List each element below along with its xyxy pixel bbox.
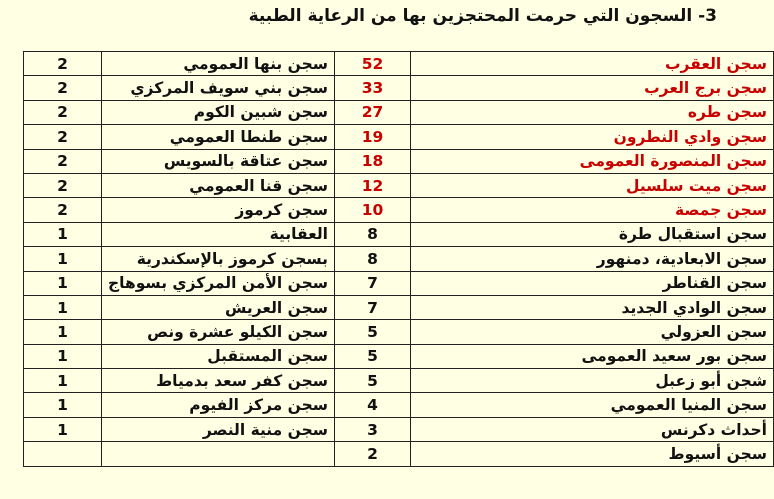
table-row: [24, 100, 774, 124]
prison-name-right: سجن استقبال طرة: [411, 222, 774, 246]
table-row: [24, 149, 774, 173]
prison-name-right: شجن أبو زعبل: [411, 369, 774, 393]
count-left: [24, 442, 102, 466]
prison-name-left: سجن مركز الفيوم: [102, 393, 335, 417]
count-left: 1: [24, 271, 102, 295]
prison-name-right: سجن أسيوط: [411, 442, 774, 466]
table-row: [24, 173, 774, 197]
count-left: 2: [24, 125, 102, 149]
count-right: 18: [335, 149, 411, 173]
count-left: 1: [24, 369, 102, 393]
prison-name-left: سجن شبين الكوم: [102, 100, 335, 124]
prison-name-right: سجن طره: [411, 100, 774, 124]
prison-name-left: سجن منية النصر: [102, 417, 335, 441]
count-right: 8: [335, 247, 411, 271]
prison-name-right: سجن العزولي: [411, 320, 774, 344]
count-left: 2: [24, 100, 102, 124]
prison-name-right: سجن ميت سلسيل: [411, 173, 774, 197]
count-right: 3: [335, 417, 411, 441]
prison-name-left: سجن طنطا العمومي: [102, 125, 335, 149]
prison-name-left: سجن الأمن المركزي بسوهاج: [102, 271, 335, 295]
prison-name-right: سجن المنيا العمومي: [411, 393, 774, 417]
count-left: 1: [24, 222, 102, 246]
prison-name-right: سجن جمصة: [411, 198, 774, 222]
prison-name-right: سجن الابعادية، دمنهور: [411, 247, 774, 271]
count-right: 10: [335, 198, 411, 222]
prison-name-right: سجن القناطر: [411, 271, 774, 295]
table-row: [24, 295, 774, 319]
count-right: 52: [335, 52, 411, 76]
count-right: 7: [335, 295, 411, 319]
count-left: 2: [24, 76, 102, 100]
count-right: 12: [335, 173, 411, 197]
table-row: [24, 198, 774, 222]
table-row: [24, 417, 774, 441]
count-left: 1: [24, 320, 102, 344]
prison-name-left: بسجن كرموز بالإسكندرية: [102, 247, 335, 271]
count-left: 2: [24, 149, 102, 173]
prison-name-right: أحداث دكرنس: [411, 417, 774, 441]
count-right: 5: [335, 344, 411, 368]
count-right: 8: [335, 222, 411, 246]
table-row: [24, 125, 774, 149]
count-left: 2: [24, 198, 102, 222]
prison-name-right: سجن برج العرب: [411, 76, 774, 100]
prison-name-left: سجن بني سويف المركزي: [102, 76, 335, 100]
table-row: [24, 320, 774, 344]
prison-name-left: سجن كفر سعد بدمياط: [102, 369, 335, 393]
section-heading: 3- السجون التي حرمت المحتجزين بها من الرعاية الطبية: [248, 6, 717, 26]
prison-name-left: سجن العريش: [102, 295, 335, 319]
count-left: 1: [24, 344, 102, 368]
prison-name-right: سجن الوادي الجديد: [411, 295, 774, 319]
prison-name-left: العقابية: [102, 222, 335, 246]
table-row: [24, 442, 774, 466]
table-row: [24, 76, 774, 100]
prisons-table-body: [24, 52, 774, 467]
count-right: 19: [335, 125, 411, 149]
prison-name-left: سجن المستقبل: [102, 344, 335, 368]
table-row: [24, 344, 774, 368]
prison-name-right: سجن المنصورة العمومى: [411, 149, 774, 173]
prison-name-right: سجن العقرب: [411, 52, 774, 76]
count-right: 5: [335, 320, 411, 344]
table-row: [24, 369, 774, 393]
table-row: [24, 222, 774, 246]
prison-name-left: سجن عتاقة بالسويس: [102, 149, 335, 173]
prison-name-left: سجن كرموز: [102, 198, 335, 222]
table-row: [24, 271, 774, 295]
prison-name-left: سجن بنها العمومي: [102, 52, 335, 76]
table-row: [24, 247, 774, 271]
count-right: 7: [335, 271, 411, 295]
count-left: 2: [24, 52, 102, 76]
prisons-table: [23, 51, 774, 467]
count-left: 1: [24, 393, 102, 417]
count-right: 33: [335, 76, 411, 100]
count-right: 2: [335, 442, 411, 466]
prison-name-right: سجن وادي النطرون: [411, 125, 774, 149]
count-left: 1: [24, 247, 102, 271]
prison-name-left: سجن الكيلو عشرة ونص: [102, 320, 335, 344]
count-right: 27: [335, 100, 411, 124]
prison-name-right: سجن بور سعيد العمومى: [411, 344, 774, 368]
prison-name-left: [102, 442, 335, 466]
count-right: 4: [335, 393, 411, 417]
table-row: [24, 52, 774, 76]
count-left: 1: [24, 295, 102, 319]
prison-name-left: سجن قنا العمومي: [102, 173, 335, 197]
count-right: 5: [335, 369, 411, 393]
count-left: 1: [24, 417, 102, 441]
table-row: [24, 393, 774, 417]
count-left: 2: [24, 173, 102, 197]
